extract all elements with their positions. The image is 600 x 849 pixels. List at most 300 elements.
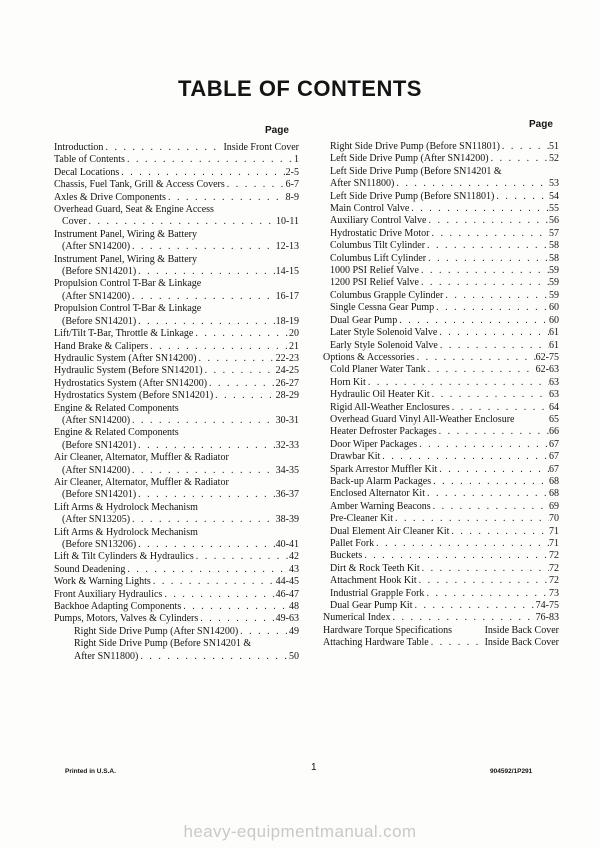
- toc-entry-page: 38-39: [275, 514, 299, 526]
- toc-entry-title: Engine & Related Components: [54, 427, 179, 439]
- toc-entry-title: Hydrostatic Drive Motor: [330, 227, 430, 239]
- dot-leader: [136, 440, 276, 452]
- toc-entry-page: 12-13: [275, 241, 299, 253]
- toc-entry: [54, 341, 299, 353]
- dot-leader: [431, 476, 549, 488]
- toc-entry: [54, 477, 299, 489]
- toc-entry: [54, 589, 299, 601]
- toc-entry-title: (Before SN14201): [62, 266, 137, 278]
- dot-leader: [413, 600, 536, 612]
- dot-leader: [429, 228, 549, 240]
- toc-right-column: [323, 141, 559, 650]
- toc-entry-title: Left Side Drive Pump (Before SN14201 &: [330, 165, 502, 177]
- toc-entry-page: 68: [549, 488, 559, 500]
- toc-entry-title: Buckets: [330, 550, 363, 562]
- toc-entry-title: Dirt & Rock Teeth Kit: [330, 562, 420, 574]
- toc-entry: [323, 575, 559, 587]
- toc-entry: [54, 465, 299, 477]
- toc-entry-page: 67: [549, 451, 559, 463]
- toc-entry: [323, 327, 559, 339]
- toc-entry-page: 30-31: [275, 414, 299, 426]
- toc-entry-page: 8-9: [285, 191, 299, 203]
- toc-entry: [323, 215, 559, 227]
- dot-leader: [130, 415, 276, 427]
- printed-in-note: Printed in U.S.A.: [65, 768, 116, 775]
- right-page-header: Page: [529, 119, 553, 130]
- dot-leader: [419, 277, 549, 289]
- dot-leader: [125, 564, 289, 576]
- toc-entry-title: Hand Brake & Calipers: [54, 340, 149, 352]
- toc-entry: [54, 303, 299, 315]
- dot-leader: [393, 513, 549, 525]
- toc-entry-page: 36-37: [275, 489, 299, 501]
- toc-entry: [54, 576, 299, 588]
- toc-entry-title: Pallet Fork: [330, 538, 375, 549]
- toc-entry-page: 51: [549, 141, 559, 152]
- toc-left-column: [54, 142, 299, 663]
- toc-entry-title: Horn Kit: [330, 376, 366, 388]
- toc-entry: [323, 203, 559, 215]
- toc-entry-page: 57: [549, 227, 559, 239]
- toc-entry-title: Attaching Hardware Table: [323, 637, 429, 649]
- dot-leader: [374, 538, 549, 550]
- toc-entry-title: Decal Locations: [54, 166, 120, 178]
- toc-entry-page: 72: [549, 575, 559, 587]
- toc-entry-page: 61: [549, 339, 559, 351]
- toc-entry-title: Drawbar Kit: [330, 451, 381, 463]
- dot-leader: [425, 488, 549, 500]
- toc-entry: [323, 253, 559, 265]
- toc-entry-title: Hydrostatics System (After SN14200): [54, 377, 208, 389]
- toc-entry: [323, 563, 559, 575]
- dot-leader: [207, 378, 276, 390]
- toc-entry: [323, 153, 559, 165]
- dot-leader: [136, 266, 276, 278]
- toc-entry-title: After SN11800): [74, 650, 139, 662]
- toc-entry: [54, 551, 299, 563]
- toc-entry: [54, 266, 299, 278]
- toc-entry-title: Sound Deadening: [54, 563, 126, 575]
- toc-entry-page: 2-5: [285, 166, 299, 178]
- toc-entry-page: 40-41: [275, 539, 299, 550]
- toc-entry-title: Hydraulic Oil Heater Kit: [330, 389, 430, 401]
- dot-leader: [148, 341, 289, 353]
- toc-entry-page: 24-25: [275, 365, 299, 377]
- toc-entry-title: 1200 PSI Relief Valve: [330, 277, 419, 289]
- dot-leader: [130, 465, 276, 477]
- toc-entry: [54, 167, 299, 179]
- dot-leader: [425, 240, 549, 252]
- toc-entry-title: Propulsion Control T-Bar & Linkage: [54, 278, 202, 290]
- dot-leader: [437, 426, 549, 438]
- toc-entry-page: 58: [549, 252, 559, 264]
- dot-leader: [181, 601, 289, 613]
- toc-entry-title: Rigid All-Weather Enclosures: [330, 401, 450, 413]
- toc-entry-title: Columbus Lift Cylinder: [330, 252, 427, 264]
- toc-entry-title: Columbus Grapple Cylinder: [330, 289, 444, 301]
- toc-entry-title: Table of Contents: [54, 154, 125, 166]
- toc-entry-page: 14-15: [275, 266, 299, 278]
- toc-entry-title: Instrument Panel, Wiring & Battery: [54, 253, 197, 265]
- toc-entry: [54, 254, 299, 266]
- toc-entry-page: 74-75: [535, 600, 559, 612]
- toc-entry: [323, 625, 559, 637]
- toc-entry-page: 64: [549, 401, 559, 413]
- toc-entry-page: 60: [549, 302, 559, 314]
- dot-leader: [162, 589, 275, 601]
- dot-leader: [417, 575, 549, 587]
- toc-entry: [323, 550, 559, 562]
- toc-entry: [323, 426, 559, 438]
- toc-entry: [323, 402, 559, 414]
- toc-entry-page: Inside Back Cover: [484, 624, 559, 636]
- toc-entry: [323, 389, 559, 401]
- dot-leader: [166, 192, 286, 204]
- toc-entry-title: Dual Gear Pump: [330, 314, 398, 326]
- toc-entry: [323, 488, 559, 500]
- toc-entry: [323, 315, 559, 327]
- toc-entry: [323, 637, 559, 649]
- toc-entry-page: 76-83: [535, 612, 559, 624]
- dot-leader: [198, 613, 275, 625]
- toc-entry-page: 42: [289, 551, 299, 563]
- toc-entry-page: 49-63: [275, 613, 299, 625]
- dot-leader: [429, 637, 485, 649]
- toc-entry-page: 63: [549, 389, 559, 401]
- toc-entry-title: Right Side Drive Pump (Before SN14201 &: [74, 638, 252, 650]
- toc-entry-page: 72: [549, 550, 559, 562]
- dot-leader: [136, 316, 276, 328]
- toc-entry-title: Overhead Guard, Seat & Engine Access: [54, 204, 214, 216]
- toc-entry: [323, 364, 559, 376]
- toc-entry: [54, 613, 299, 625]
- dot-leader: [431, 501, 549, 513]
- toc-entry: [323, 526, 559, 538]
- dot-leader: [430, 389, 549, 401]
- toc-entry-title: Door Wiper Packages: [330, 438, 418, 450]
- toc-entry-title: Industrial Grapple Fork: [330, 587, 425, 599]
- toc-entry-title: Numerical Index: [323, 612, 391, 624]
- dot-leader: [426, 215, 549, 227]
- toc-entry: [54, 204, 299, 216]
- page-number: 1: [311, 762, 317, 773]
- toc-entry-title: Cover: [62, 216, 87, 228]
- toc-entry: [323, 240, 559, 252]
- toc-entry: [323, 538, 559, 550]
- toc-entry-page: 68: [549, 475, 559, 487]
- toc-entry-page: 52: [549, 153, 559, 165]
- dot-leader: [426, 253, 549, 265]
- toc-entry: [54, 365, 299, 377]
- toc-entry-title: Propulsion Control T-Bar & Linkage: [54, 303, 202, 315]
- toc-entry-page: 16-17: [275, 290, 299, 302]
- toc-entry: [323, 166, 559, 178]
- dot-leader: [426, 364, 536, 376]
- toc-entry-page: 56: [549, 215, 559, 227]
- toc-entry-page: 59: [549, 277, 559, 289]
- toc-entry-page: 69: [549, 500, 559, 512]
- toc-entry-title: Cold Planer Water Tank: [330, 364, 426, 376]
- toc-entry-title: Enclosed Alternator Kit: [330, 488, 425, 500]
- toc-entry: [323, 414, 559, 426]
- toc-entry-title: (After SN14200): [62, 241, 131, 253]
- dot-leader: [419, 265, 549, 277]
- toc-entry-title: Hydraulic System (Before SN14201): [54, 365, 203, 377]
- dot-leader: [151, 576, 276, 588]
- dot-leader: [193, 328, 289, 340]
- toc-entry: [323, 178, 559, 190]
- toc-entry: [54, 564, 299, 576]
- toc-entry: [54, 440, 299, 452]
- dot-leader: [86, 216, 276, 228]
- toc-entry-title: Pre-Cleaner Kit: [330, 513, 394, 525]
- toc-entry-page: 26-27: [275, 377, 299, 389]
- dot-leader: [130, 291, 276, 303]
- toc-entry: [54, 626, 299, 638]
- toc-entry-page: Inside Front Cover: [223, 142, 299, 153]
- toc-entry-title: Overhead Guard Vinyl All-Weather Enclosure: [330, 413, 515, 425]
- watermark: heavy-equipmentmanual.com: [183, 822, 417, 841]
- page-title: TABLE OF CONTENTS: [178, 76, 422, 101]
- toc-entry-title: Front Auxiliary Hydraulics: [54, 588, 163, 600]
- toc-entry-title: Options & Accessories: [323, 351, 415, 363]
- toc-entry-title: Hardware Torque Specifications: [323, 624, 453, 636]
- toc-entry-page: 54: [549, 190, 559, 202]
- toc-entry-title: Backhoe Adapting Components: [54, 601, 182, 613]
- toc-entry-title: Auxiliary Control Valve: [330, 215, 427, 227]
- toc-entry: [54, 216, 299, 228]
- toc-entry: [54, 452, 299, 464]
- toc-entry-title: Left Side Drive Pump (After SN14200): [330, 153, 489, 165]
- toc-entry: [323, 340, 559, 352]
- toc-entry: [54, 651, 299, 663]
- dot-leader: [449, 526, 549, 538]
- toc-entry-page: 63: [549, 376, 559, 388]
- toc-entry-title: (After SN14200): [62, 414, 131, 426]
- dot-leader: [194, 551, 289, 563]
- toc-entry: [323, 265, 559, 277]
- dot-leader: [125, 154, 294, 166]
- toc-entry-page: 67: [549, 463, 559, 475]
- toc-entry-page: 73: [549, 587, 559, 599]
- toc-entry-title: Work & Warning Lights: [54, 576, 151, 588]
- toc-entry: [54, 328, 299, 340]
- toc-entry: [323, 588, 559, 600]
- document-code: 904592/1P291: [490, 768, 533, 775]
- toc-entry: [54, 291, 299, 303]
- toc-entry-title: Left Side Drive Pump (Before SN11801): [330, 190, 495, 202]
- toc-entry-title: Air Cleaner, Alternator, Muffler & Radiator: [54, 452, 229, 464]
- toc-entry-page: 58: [549, 240, 559, 252]
- dot-leader: [409, 203, 549, 215]
- toc-entry-page: 48: [289, 601, 299, 613]
- toc-entry: [323, 464, 559, 476]
- toc-entry-title: (Before SN14201): [62, 315, 137, 327]
- dot-leader: [130, 514, 276, 526]
- toc-entry-title: Instrument Panel, Wiring & Battery: [54, 228, 197, 240]
- dot-leader: [362, 550, 549, 562]
- toc-entry: [54, 142, 299, 154]
- toc-entry-title: Single Cessna Gear Pump: [330, 302, 435, 314]
- toc-entry: [54, 403, 299, 415]
- dot-leader: [494, 191, 549, 203]
- toc-entry: [323, 501, 559, 513]
- dot-leader: [424, 588, 549, 600]
- dot-leader: [438, 340, 549, 352]
- toc-entry-title: Back-up Alarm Packages: [330, 475, 432, 487]
- toc-entry-title: Early Style Solenoid Valve: [330, 339, 438, 351]
- toc-entry: [323, 302, 559, 314]
- toc-entry: [54, 278, 299, 290]
- toc-entry-title: Lift & Tilt Cylinders & Hydraulics: [54, 551, 194, 563]
- toc-entry: [323, 377, 559, 389]
- toc-entry: [54, 539, 299, 551]
- toc-entry-title: Dual Element Air Cleaner Kit: [330, 525, 450, 537]
- toc-entry-page: 21: [289, 340, 299, 352]
- toc-entry: [54, 427, 299, 439]
- dot-leader: [196, 353, 275, 365]
- toc-entry-title: (Before SN14201): [62, 489, 137, 501]
- toc-entry: [54, 415, 299, 427]
- toc-entry: [323, 451, 559, 463]
- toc-entry-page: 50: [289, 650, 299, 662]
- toc-entry: [323, 277, 559, 289]
- toc-entry: [323, 290, 559, 302]
- toc-entry-page: 53: [549, 178, 559, 190]
- toc-entry: [54, 489, 299, 501]
- toc-entry-page: 20: [289, 328, 299, 340]
- toc-entry-page: 62-75: [535, 351, 559, 363]
- toc-entry: [54, 390, 299, 402]
- toc-entry: [54, 502, 299, 514]
- toc-entry-title: (Before SN14201): [62, 439, 137, 451]
- toc-entry-title: (Before SN13206): [62, 539, 137, 550]
- toc-entry-title: Lift Arms & Hydrolock Mechanism: [54, 501, 198, 513]
- toc-entry-page: 43: [289, 563, 299, 575]
- toc-entry-title: (After SN14200): [62, 464, 131, 476]
- toc-entry: [54, 179, 299, 191]
- toc-entry-page: 71: [549, 525, 559, 537]
- toc-entry-title: After SN11800): [330, 178, 395, 190]
- toc-entry-page: 60: [549, 314, 559, 326]
- toc-entry-title: Columbus Tilt Cylinder: [330, 240, 426, 252]
- dot-leader: [103, 142, 223, 154]
- toc-entry-page: 72: [549, 562, 559, 574]
- toc-entry-page: 71: [549, 538, 559, 549]
- toc-entry-page: 65: [549, 413, 559, 425]
- dot-leader: [420, 563, 549, 575]
- toc-entry-page: 67: [549, 438, 559, 450]
- toc-entry-title: (After SN13205): [62, 514, 131, 526]
- dot-leader: [489, 153, 549, 165]
- toc-entry: [323, 228, 559, 240]
- toc-entry: [323, 600, 559, 612]
- dot-leader: [380, 451, 549, 463]
- dot-leader: [213, 390, 276, 402]
- toc-entry-title: Later Style Solenoid Valve: [330, 327, 438, 339]
- toc-entry-page: 66: [549, 426, 559, 438]
- toc-entry: [54, 316, 299, 328]
- toc-entry-title: Pumps, Motors, Valves & Cylinders: [54, 613, 199, 625]
- dot-leader: [238, 626, 289, 638]
- toc-entry-page: 62-63: [535, 364, 559, 376]
- toc-entry: [323, 439, 559, 451]
- toc-entry: [54, 192, 299, 204]
- toc-entry-page: 49: [289, 625, 299, 637]
- toc-entry-title: Engine & Related Components: [54, 402, 179, 414]
- toc-entry: [54, 229, 299, 241]
- toc-entry-page: 70: [549, 513, 559, 525]
- toc-entry: [323, 476, 559, 488]
- toc-entry-title: Lift/Tilt T-Bar, Throttle & Linkage: [54, 328, 194, 340]
- toc-entry-page: 1: [294, 154, 299, 166]
- toc-entry-title: (After SN14200): [62, 290, 131, 302]
- toc-entry-page: 28-29: [275, 390, 299, 402]
- dot-leader: [390, 612, 535, 624]
- toc-entry: [323, 513, 559, 525]
- toc-entry-page: 34-35: [275, 464, 299, 476]
- toc-entry-page: 59: [549, 289, 559, 301]
- toc-entry-page: 59: [549, 265, 559, 277]
- toc-entry-title: Axles & Drive Components: [54, 191, 166, 203]
- toc-entry-title: Attachment Hook Kit: [330, 575, 417, 587]
- dot-leader: [138, 651, 289, 663]
- toc-entry-page: 61: [549, 327, 559, 339]
- dot-leader: [366, 377, 549, 389]
- left-page-header: Page: [265, 125, 289, 136]
- toc-entry-title: Amber Warning Beacons: [330, 500, 431, 512]
- toc-entry-page: 46-47: [275, 588, 299, 600]
- dot-leader: [417, 439, 549, 451]
- toc-entry-title: Lift Arms & Hydrolock Mechanism: [54, 526, 198, 538]
- toc-entry-title: Introduction: [54, 142, 104, 153]
- dot-leader: [119, 167, 285, 179]
- toc-entry: [323, 141, 559, 153]
- toc-entry: [323, 191, 559, 203]
- toc-entry: [54, 638, 299, 650]
- toc-entry-page: 22-23: [275, 352, 299, 364]
- toc-entry-page: 44-45: [275, 576, 299, 588]
- dot-leader: [203, 365, 276, 377]
- toc-entry-title: Main Control Valve: [330, 203, 410, 215]
- dot-leader: [415, 352, 536, 364]
- toc-entry-title: Right Side Drive Pump (After SN14200): [74, 625, 239, 637]
- toc-entry-title: Hydraulic System (After SN14200): [54, 352, 197, 364]
- dot-leader: [443, 290, 549, 302]
- toc-entry: [54, 514, 299, 526]
- dot-leader: [437, 327, 549, 339]
- toc-entry-page: 18-19: [275, 315, 299, 327]
- toc-entry: [323, 612, 559, 624]
- toc-entry: [54, 527, 299, 539]
- toc-entry: [54, 353, 299, 365]
- toc-entry-title: Chassis, Fuel Tank, Grill & Access Covers: [54, 179, 225, 191]
- toc-entry-title: Hydrostatics System (Before SN14201): [54, 390, 214, 402]
- toc-entry-page: 10-11: [276, 216, 299, 228]
- dot-leader: [500, 141, 549, 153]
- dot-leader: [225, 179, 286, 191]
- dot-leader: [130, 241, 276, 253]
- toc-entry-title: Dual Gear Pump Kit: [330, 600, 413, 612]
- toc-entry-page: 6-7: [285, 179, 299, 191]
- toc-entry: [54, 601, 299, 613]
- toc-entry-title: Spark Arrestor Muffler Kit: [330, 463, 438, 475]
- toc-entry-title: Air Cleaner, Alternator, Muffler & Radiator: [54, 476, 229, 488]
- dot-leader: [136, 539, 276, 551]
- dot-leader: [394, 178, 549, 190]
- dot-leader: [136, 489, 276, 501]
- dot-leader: [397, 315, 549, 327]
